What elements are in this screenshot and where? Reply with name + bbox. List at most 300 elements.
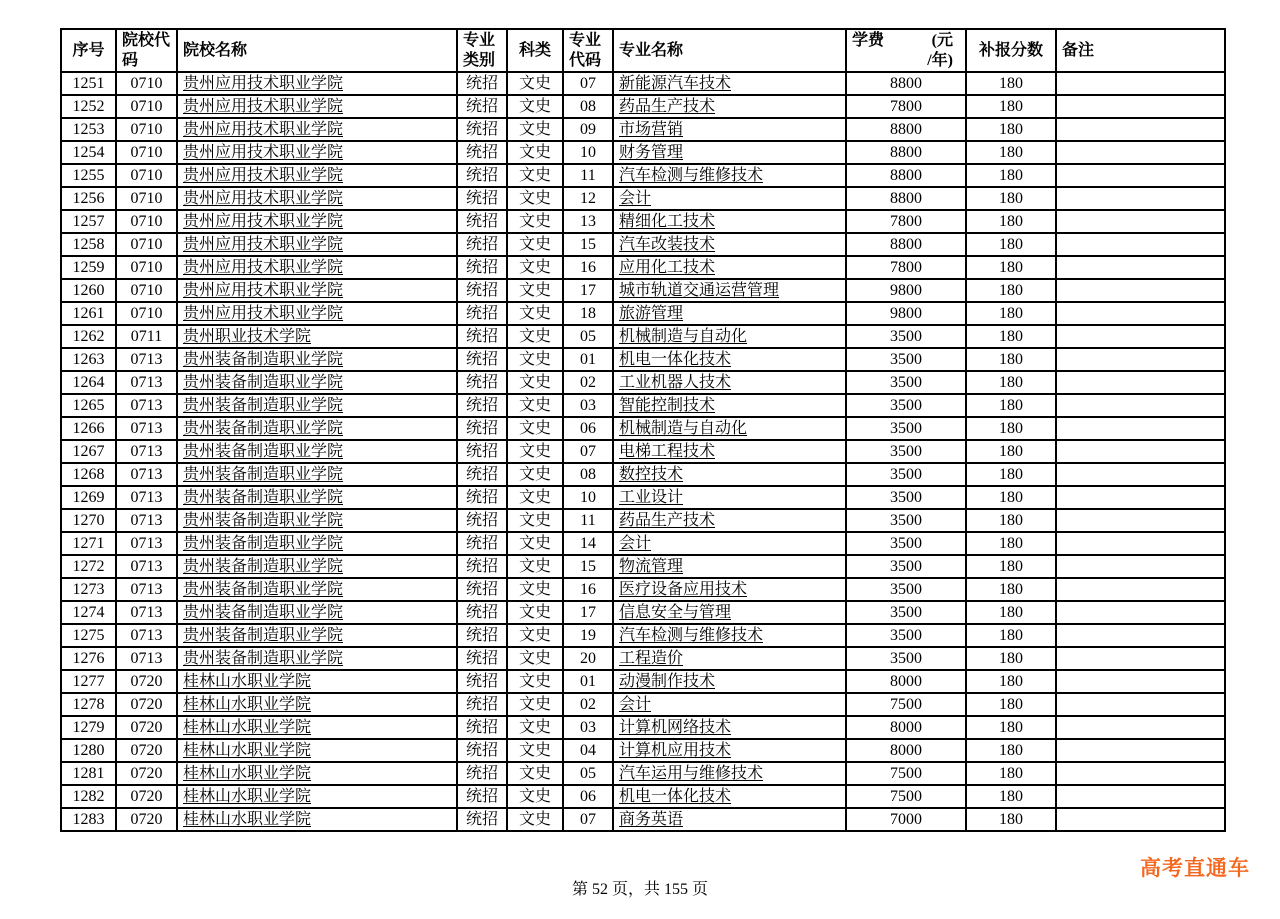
cell-major-code: 10 (563, 486, 613, 509)
cell-college-code: 0711 (116, 325, 177, 348)
cell-major-code: 03 (563, 394, 613, 417)
cell-serial: 1280 (61, 739, 116, 762)
cell-major-type: 统招 (457, 210, 507, 233)
cell-subject: 文史 (507, 762, 563, 785)
cell-major-type: 统招 (457, 578, 507, 601)
cell-subject: 文史 (507, 440, 563, 463)
table-row (61, 486, 1225, 509)
cell-college-name: 桂林山水职业学院 (177, 739, 457, 762)
cell-serial: 1269 (61, 486, 116, 509)
cell-fee: 3500 (846, 601, 966, 624)
header-row (61, 29, 1225, 72)
cell-college-name: 贵州应用技术职业学院 (177, 164, 457, 187)
cell-subject: 文史 (507, 555, 563, 578)
cell-remark (1056, 325, 1225, 348)
cell-score: 180 (966, 693, 1056, 716)
cell-college-code: 0710 (116, 233, 177, 256)
cell-subject: 文史 (507, 141, 563, 164)
cell-remark (1056, 164, 1225, 187)
cell-college-code: 0713 (116, 532, 177, 555)
cell-major-name: 工业设计 (613, 486, 846, 509)
cell-subject: 文史 (507, 348, 563, 371)
cell-college-code: 0710 (116, 95, 177, 118)
cell-serial: 1270 (61, 509, 116, 532)
cell-remark (1056, 486, 1225, 509)
cell-serial: 1274 (61, 601, 116, 624)
cell-remark (1056, 532, 1225, 555)
table-row (61, 739, 1225, 762)
cell-score: 180 (966, 808, 1056, 831)
cell-college-name: 桂林山水职业学院 (177, 693, 457, 716)
cell-major-name: 动漫制作技术 (613, 670, 846, 693)
table-row (61, 509, 1225, 532)
cell-remark (1056, 279, 1225, 302)
cell-major-code: 02 (563, 371, 613, 394)
table-row (61, 808, 1225, 831)
cell-college-name: 贵州应用技术职业学院 (177, 279, 457, 302)
cell-major-code: 06 (563, 785, 613, 808)
cell-serial: 1259 (61, 256, 116, 279)
cell-major-name: 商务英语 (613, 808, 846, 831)
cell-major-name: 市场营销 (613, 118, 846, 141)
cell-major-code: 11 (563, 164, 613, 187)
cell-subject: 文史 (507, 95, 563, 118)
cell-major-type: 统招 (457, 808, 507, 831)
page-number: 第 52 页，共 155 页 (571, 881, 708, 898)
cell-remark (1056, 808, 1225, 831)
cell-major-name: 工程造价 (613, 647, 846, 670)
cell-college-code: 0713 (116, 417, 177, 440)
cell-remark (1056, 141, 1225, 164)
cell-subject: 文史 (507, 325, 563, 348)
cell-major-name: 药品生产技术 (613, 509, 846, 532)
cell-major-name: 机电一体化技术 (613, 785, 846, 808)
table-row (61, 624, 1225, 647)
cell-serial: 1266 (61, 417, 116, 440)
cell-remark (1056, 371, 1225, 394)
cell-major-code: 14 (563, 532, 613, 555)
cell-major-code: 19 (563, 624, 613, 647)
cell-score: 180 (966, 394, 1056, 417)
cell-college-code: 0713 (116, 486, 177, 509)
cell-major-type: 统招 (457, 463, 507, 486)
cell-remark (1056, 578, 1225, 601)
cell-major-type: 统招 (457, 624, 507, 647)
cell-score: 180 (966, 417, 1056, 440)
cell-college-code: 0713 (116, 578, 177, 601)
cell-college-code: 0710 (116, 164, 177, 187)
cell-college-name: 贵州应用技术职业学院 (177, 141, 457, 164)
table-row (61, 95, 1225, 118)
cell-fee: 8800 (846, 141, 966, 164)
cell-fee: 7800 (846, 210, 966, 233)
cell-subject: 文史 (507, 647, 563, 670)
cell-college-code: 0720 (116, 739, 177, 762)
cell-college-code: 0720 (116, 716, 177, 739)
cell-remark (1056, 647, 1225, 670)
cell-college-code: 0710 (116, 187, 177, 210)
cell-major-name: 物流管理 (613, 555, 846, 578)
cell-major-name: 应用化工技术 (613, 256, 846, 279)
cell-serial: 1256 (61, 187, 116, 210)
cell-score: 180 (966, 302, 1056, 325)
cell-fee: 7500 (846, 693, 966, 716)
cell-fee: 9800 (846, 279, 966, 302)
cell-fee: 8000 (846, 716, 966, 739)
cell-serial: 1251 (61, 72, 116, 95)
cell-college-name: 贵州装备制造职业学院 (177, 601, 457, 624)
cell-college-code: 0713 (116, 624, 177, 647)
cell-fee: 3500 (846, 578, 966, 601)
table-row (61, 578, 1225, 601)
cell-major-name: 计算机应用技术 (613, 739, 846, 762)
table-body (61, 72, 1225, 831)
cell-subject: 文史 (507, 486, 563, 509)
table-row (61, 463, 1225, 486)
cell-serial: 1278 (61, 693, 116, 716)
column-header-fee-unit-bottom: /年) (927, 51, 953, 69)
cell-college-code: 0710 (116, 118, 177, 141)
cell-major-name: 数控技术 (613, 463, 846, 486)
cell-subject: 文史 (507, 739, 563, 762)
cell-remark (1056, 95, 1225, 118)
cell-major-type: 统招 (457, 601, 507, 624)
cell-major-code: 07 (563, 808, 613, 831)
table-row (61, 187, 1225, 210)
cell-subject: 文史 (507, 417, 563, 440)
column-header-major-code (563, 29, 613, 72)
cell-subject: 文史 (507, 394, 563, 417)
cell-subject: 文史 (507, 785, 563, 808)
cell-fee: 3500 (846, 624, 966, 647)
cell-score: 180 (966, 256, 1056, 279)
column-header-college-code-line1: 院校代 (122, 32, 171, 50)
cell-fee: 3500 (846, 417, 966, 440)
column-header-major-type (457, 29, 507, 72)
cell-subject: 文史 (507, 164, 563, 187)
cell-college-code: 0710 (116, 210, 177, 233)
column-header-fee-unit-top: (元 (931, 32, 953, 50)
cell-college-code: 0710 (116, 256, 177, 279)
table-header (61, 29, 1225, 72)
cell-score: 180 (966, 233, 1056, 256)
cell-score: 180 (966, 371, 1056, 394)
column-header-major-type-line2: 类别 (463, 51, 496, 69)
table-row (61, 233, 1225, 256)
cell-major-code: 11 (563, 509, 613, 532)
cell-remark (1056, 555, 1225, 578)
cell-major-code: 18 (563, 302, 613, 325)
cell-fee: 7500 (846, 762, 966, 785)
cell-college-name: 桂林山水职业学院 (177, 762, 457, 785)
cell-fee: 3500 (846, 509, 966, 532)
cell-major-name: 机械制造与自动化 (613, 325, 846, 348)
cell-subject: 文史 (507, 578, 563, 601)
cell-college-name: 贵州装备制造职业学院 (177, 555, 457, 578)
cell-subject: 文史 (507, 302, 563, 325)
cell-major-type: 统招 (457, 279, 507, 302)
cell-major-code: 17 (563, 279, 613, 302)
cell-college-name: 贵州装备制造职业学院 (177, 440, 457, 463)
cell-college-name: 贵州应用技术职业学院 (177, 118, 457, 141)
cell-remark (1056, 785, 1225, 808)
cell-major-code: 15 (563, 555, 613, 578)
cell-major-type: 统招 (457, 348, 507, 371)
cell-fee: 8800 (846, 118, 966, 141)
cell-major-type: 统招 (457, 509, 507, 532)
cell-college-code: 0720 (116, 785, 177, 808)
cell-serial: 1257 (61, 210, 116, 233)
table-row (61, 141, 1225, 164)
cell-score: 180 (966, 118, 1056, 141)
cell-college-code: 0710 (116, 72, 177, 95)
cell-major-code: 01 (563, 670, 613, 693)
cell-fee: 8800 (846, 72, 966, 95)
cell-subject: 文史 (507, 72, 563, 95)
cell-fee: 9800 (846, 302, 966, 325)
cell-college-code: 0720 (116, 670, 177, 693)
column-header-serial: 序号 (61, 29, 116, 72)
table-row (61, 762, 1225, 785)
cell-score: 180 (966, 72, 1056, 95)
cell-college-name: 贵州装备制造职业学院 (177, 463, 457, 486)
column-header-major-code-line1: 专业 (569, 32, 602, 50)
cell-score: 180 (966, 601, 1056, 624)
table-row (61, 118, 1225, 141)
cell-remark (1056, 693, 1225, 716)
table-row (61, 256, 1225, 279)
cell-fee: 7000 (846, 808, 966, 831)
cell-serial: 1271 (61, 532, 116, 555)
cell-serial: 1276 (61, 647, 116, 670)
table-row (61, 164, 1225, 187)
cell-major-type: 统招 (457, 555, 507, 578)
cell-serial: 1260 (61, 279, 116, 302)
cell-remark (1056, 256, 1225, 279)
cell-score: 180 (966, 624, 1056, 647)
column-header-college-name: 院校名称 (177, 29, 457, 72)
cell-major-type: 统招 (457, 164, 507, 187)
cell-major-code: 01 (563, 348, 613, 371)
cell-serial: 1277 (61, 670, 116, 693)
cell-major-code: 06 (563, 417, 613, 440)
cell-score: 180 (966, 532, 1056, 555)
cell-major-name: 医疗设备应用技术 (613, 578, 846, 601)
cell-major-code: 08 (563, 463, 613, 486)
cell-fee: 8800 (846, 164, 966, 187)
cell-subject: 文史 (507, 256, 563, 279)
cell-serial: 1273 (61, 578, 116, 601)
column-header-fee-label: 学费 (852, 32, 885, 50)
table-row (61, 72, 1225, 95)
cell-college-code: 0713 (116, 647, 177, 670)
cell-score: 180 (966, 785, 1056, 808)
cell-serial: 1253 (61, 118, 116, 141)
cell-major-name: 机电一体化技术 (613, 348, 846, 371)
cell-major-code: 05 (563, 762, 613, 785)
cell-major-code: 13 (563, 210, 613, 233)
table-row (61, 348, 1225, 371)
cell-remark (1056, 302, 1225, 325)
cell-major-type: 统招 (457, 141, 507, 164)
cell-college-name: 贵州应用技术职业学院 (177, 256, 457, 279)
cell-remark (1056, 440, 1225, 463)
cell-fee: 3500 (846, 532, 966, 555)
cell-college-code: 0720 (116, 808, 177, 831)
table-row (61, 693, 1225, 716)
cell-remark (1056, 739, 1225, 762)
watermark-logo: 高考直通车 (1140, 857, 1250, 880)
cell-college-name: 贵州应用技术职业学院 (177, 233, 457, 256)
table-row (61, 210, 1225, 233)
cell-major-name: 智能控制技术 (613, 394, 846, 417)
cell-major-name: 机械制造与自动化 (613, 417, 846, 440)
cell-major-type: 统招 (457, 325, 507, 348)
cell-fee: 3500 (846, 463, 966, 486)
cell-fee: 3500 (846, 555, 966, 578)
cell-major-code: 16 (563, 578, 613, 601)
cell-fee: 7800 (846, 256, 966, 279)
cell-subject: 文史 (507, 509, 563, 532)
cell-remark (1056, 463, 1225, 486)
cell-major-type: 统招 (457, 302, 507, 325)
cell-score: 180 (966, 578, 1056, 601)
cell-subject: 文史 (507, 601, 563, 624)
cell-major-code: 16 (563, 256, 613, 279)
cell-subject: 文史 (507, 808, 563, 831)
cell-major-name: 会计 (613, 187, 846, 210)
cell-score: 180 (966, 739, 1056, 762)
cell-major-code: 05 (563, 325, 613, 348)
cell-serial: 1258 (61, 233, 116, 256)
cell-score: 180 (966, 210, 1056, 233)
cell-score: 180 (966, 325, 1056, 348)
cell-subject: 文史 (507, 187, 563, 210)
cell-score: 180 (966, 463, 1056, 486)
cell-serial: 1281 (61, 762, 116, 785)
cell-major-type: 统招 (457, 693, 507, 716)
cell-major-type: 统招 (457, 762, 507, 785)
cell-college-code: 0710 (116, 279, 177, 302)
cell-subject: 文史 (507, 233, 563, 256)
cell-college-name: 贵州装备制造职业学院 (177, 417, 457, 440)
cell-remark (1056, 394, 1225, 417)
cell-score: 180 (966, 762, 1056, 785)
cell-fee: 3500 (846, 371, 966, 394)
cell-major-name: 电梯工程技术 (613, 440, 846, 463)
table-row (61, 394, 1225, 417)
cell-remark (1056, 601, 1225, 624)
cell-major-code: 10 (563, 141, 613, 164)
cell-major-name: 会计 (613, 693, 846, 716)
cell-college-name: 贵州装备制造职业学院 (177, 532, 457, 555)
cell-college-name: 贵州应用技术职业学院 (177, 95, 457, 118)
cell-serial: 1272 (61, 555, 116, 578)
cell-college-code: 0713 (116, 555, 177, 578)
column-header-fee (846, 29, 966, 72)
cell-remark (1056, 72, 1225, 95)
cell-college-code: 0713 (116, 371, 177, 394)
cell-subject: 文史 (507, 532, 563, 555)
cell-major-type: 统招 (457, 256, 507, 279)
cell-serial: 1254 (61, 141, 116, 164)
cell-college-code: 0720 (116, 762, 177, 785)
cell-fee: 3500 (846, 647, 966, 670)
cell-serial: 1267 (61, 440, 116, 463)
cell-college-name: 贵州装备制造职业学院 (177, 486, 457, 509)
cell-major-code: 09 (563, 118, 613, 141)
cell-score: 180 (966, 509, 1056, 532)
table-row (61, 325, 1225, 348)
cell-serial: 1265 (61, 394, 116, 417)
cell-subject: 文史 (507, 118, 563, 141)
cell-major-code: 12 (563, 187, 613, 210)
cell-college-code: 0710 (116, 302, 177, 325)
cell-major-type: 统招 (457, 187, 507, 210)
cell-major-code: 02 (563, 693, 613, 716)
cell-score: 180 (966, 95, 1056, 118)
cell-score: 180 (966, 716, 1056, 739)
cell-major-name: 汽车改装技术 (613, 233, 846, 256)
cell-score: 180 (966, 348, 1056, 371)
cell-fee: 8800 (846, 187, 966, 210)
cell-college-code: 0713 (116, 463, 177, 486)
column-header-major-type-line1: 专业 (463, 32, 496, 50)
cell-college-code: 0713 (116, 440, 177, 463)
cell-major-code: 07 (563, 72, 613, 95)
cell-major-code: 20 (563, 647, 613, 670)
cell-college-name: 贵州应用技术职业学院 (177, 72, 457, 95)
cell-major-name: 信息安全与管理 (613, 601, 846, 624)
cell-major-type: 统招 (457, 394, 507, 417)
table-row (61, 647, 1225, 670)
cell-major-type: 统招 (457, 532, 507, 555)
column-header-major-name: 专业名称 (613, 29, 846, 72)
cell-major-code: 04 (563, 739, 613, 762)
cell-college-name: 桂林山水职业学院 (177, 716, 457, 739)
cell-subject: 文史 (507, 371, 563, 394)
cell-college-name: 贵州装备制造职业学院 (177, 647, 457, 670)
cell-serial: 1264 (61, 371, 116, 394)
cell-remark (1056, 670, 1225, 693)
cell-fee: 8800 (846, 233, 966, 256)
cell-serial: 1252 (61, 95, 116, 118)
cell-fee: 3500 (846, 486, 966, 509)
cell-major-type: 统招 (457, 486, 507, 509)
cell-serial: 1275 (61, 624, 116, 647)
cell-major-name: 药品生产技术 (613, 95, 846, 118)
table-row (61, 302, 1225, 325)
cell-score: 180 (966, 486, 1056, 509)
table-row (61, 279, 1225, 302)
cell-subject: 文史 (507, 716, 563, 739)
column-header-major-code-line2: 代码 (569, 51, 602, 69)
cell-college-name: 桂林山水职业学院 (177, 808, 457, 831)
cell-college-name: 贵州应用技术职业学院 (177, 187, 457, 210)
cell-score: 180 (966, 555, 1056, 578)
cell-serial: 1263 (61, 348, 116, 371)
cell-fee: 7500 (846, 785, 966, 808)
column-header-remark: 备注 (1056, 29, 1225, 72)
cell-college-name: 桂林山水职业学院 (177, 670, 457, 693)
cell-college-name: 贵州装备制造职业学院 (177, 394, 457, 417)
column-header-college-code-line2: 码 (122, 51, 139, 69)
cell-college-name: 贵州装备制造职业学院 (177, 371, 457, 394)
cell-major-name: 汽车运用与维修技术 (613, 762, 846, 785)
cell-fee: 8000 (846, 670, 966, 693)
cell-score: 180 (966, 141, 1056, 164)
cell-fee: 8000 (846, 739, 966, 762)
